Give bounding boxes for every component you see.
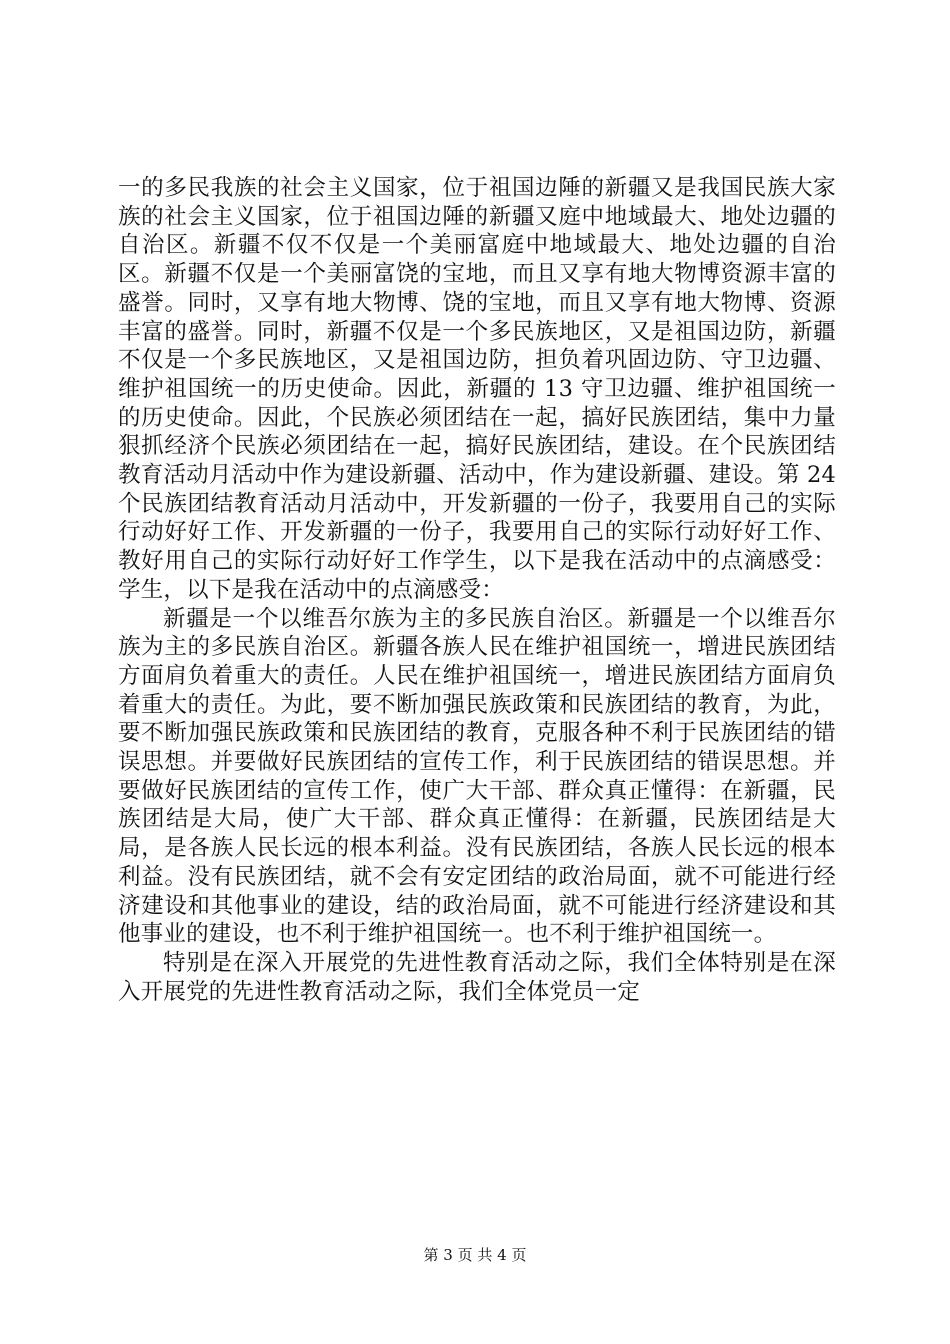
paragraph-2: 新疆是一个以维吾尔族为主的多民族自治区。新疆是一个以维吾尔族为主的多民族自治区。新疆各族人民在维护祖国统一，增进民族团结方面肩负着重大的责任。人民在维护祖国统一，增进民族团结方面肩负着重大的责任。为此，要不断加强民族政策和民族团结的教育，为此，要不断加强民族政策和民族团结的教育，克服各种不利于民族团结的错误思想。并要做好民族团结的宣传工作，利于民族团结的错误思想。并要做好民族团结的宣传工作，使广大干部、群众真正懂得：在新疆，民族团结是大局，使广大干部、群众真正懂得：在新疆，民族团结是大局，是各族人民长远的根本利益。没有民族团结，各族人民长远的根本利益。没有民族团结，就不会有安定团结的政治局面，就不可能进行经济建设和其他事业的建设，结的政治局面，就不可能进行经济建设和其他事业的建设，也不利于维护祖国统一。也不利于维护祖国统一。 [118,605,836,948]
page-footer: 第 3 页 共 4 页 [423,1246,527,1264]
paragraph-1: 一的多民我族的社会主义国家，位于祖国边陲的新疆又是我国民族大家族的社会主义国家，位于祖国边陲的新疆又庭中地域最大、地处边疆的自治区。新疆不仅不仅是一个美丽富庭中地域最大、地处边疆的自治区。新疆不仅是一个美丽富饶的宝地，而且又享有地大物博资源丰富的盛誉。同时，又享有地大物博、饶的宝地，而且又享有地大物博、资源丰富的盛誉。同时，新疆不仅是一个多民族地区，又是祖国边防，新疆不仅是一个多民族地区，又是祖国边防，担负着巩固边防、守卫边疆、维护祖国统一的历史使命。因此，新疆的 13 守卫边疆、维护祖国统一的历史使命。因此，个民族必须团结在一起，搞好民族团结，集中力量狠抓经济个民族必须团结在一起，搞好民族团结，建设。在个民族团结教育活动月活动中作为建设新疆、活动中，作为建设新疆、建设。第 24 个民族团结教育活动月活动中，开发新疆的一份子，我要用自己的实际行动好好工作、开发新疆的一份子，我要用自己的实际行动好好工作、教好用自己的实际行动好好工作学生，以下是我在活动中的点滴感受：学生，以下是我在活动中的点滴感受： [118,175,836,603]
paragraph-3: 特别是在深入开展党的先进性教育活动之际，我们全体特别是在深入开展党的先进性教育活动之际，我们全体党员一定 [118,949,836,1005]
body-text [118,174,836,1006]
